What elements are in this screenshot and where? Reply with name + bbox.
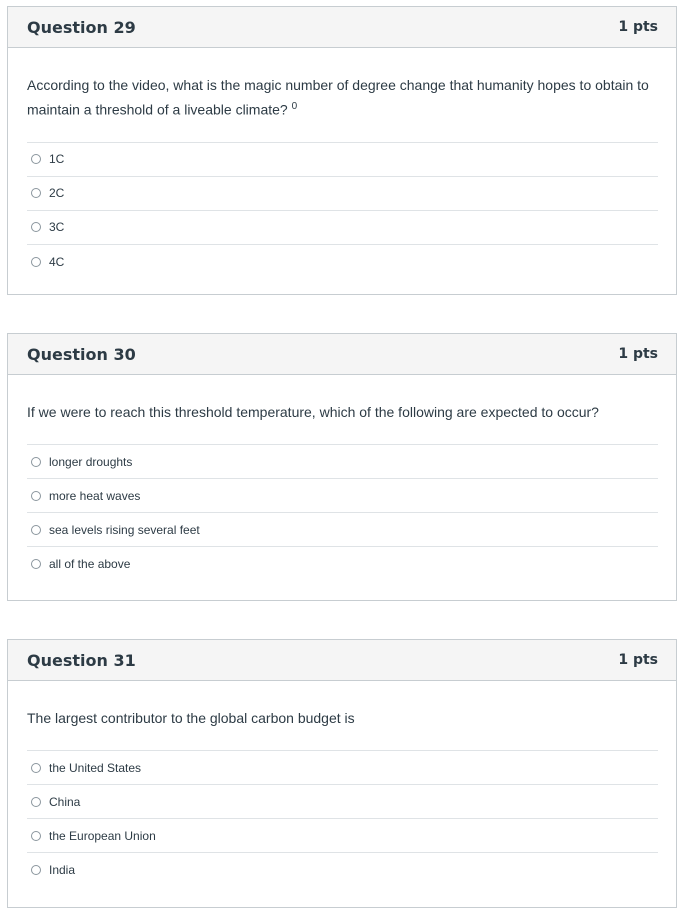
question-points: 1 pts — [618, 19, 658, 35]
radio-button[interactable] — [31, 797, 41, 807]
answer-list — [27, 750, 658, 887]
radio-button[interactable] — [31, 491, 41, 501]
question-29 — [7, 6, 677, 295]
question-header — [8, 334, 676, 375]
answer-label: more heat waves — [49, 488, 141, 503]
answer-label: India — [49, 863, 76, 877]
answer-option[interactable] — [27, 177, 658, 211]
question-title: Question 29 — [27, 17, 136, 37]
question-body — [8, 375, 676, 581]
answer-label: 2C — [49, 186, 65, 201]
answer-option[interactable] — [27, 479, 658, 513]
answer-option[interactable] — [27, 547, 658, 581]
question-text-content: According to the video, what is the magic number of degree change that humanity hopes to obtain to maintain a threshold of a liveable climate? — [27, 77, 649, 118]
answer-label: sea levels rising several feet — [49, 522, 200, 537]
answer-option[interactable] — [27, 751, 658, 785]
question-body — [8, 681, 676, 887]
answer-option[interactable] — [27, 853, 658, 887]
question-text: If we were to reach this threshold temperature, which of the following are expected to occur? — [27, 404, 599, 420]
question-31 — [7, 639, 677, 908]
question-title: Question 30 — [27, 344, 136, 364]
question-30 — [7, 333, 677, 601]
answer-label: 4C — [49, 254, 65, 269]
answer-option[interactable] — [27, 513, 658, 547]
question-text: The largest contributor to the global carbon budget is — [27, 710, 355, 726]
answer-label: all of the above — [49, 557, 131, 571]
answer-option[interactable] — [27, 819, 658, 853]
radio-button[interactable] — [31, 763, 41, 773]
question-body — [8, 48, 676, 279]
answer-label: longer droughts — [49, 454, 133, 469]
radio-button[interactable] — [31, 188, 41, 198]
radio-button[interactable] — [31, 222, 41, 232]
question-points: 1 pts — [618, 346, 658, 362]
answer-label: 3C — [49, 220, 65, 235]
answer-label: the United States — [49, 760, 142, 775]
radio-button[interactable] — [31, 865, 41, 875]
answer-list — [27, 444, 658, 581]
answer-option[interactable] — [27, 245, 658, 279]
answer-label: China — [49, 794, 81, 809]
radio-button[interactable] — [31, 559, 41, 569]
question-points: 1 pts — [618, 652, 658, 668]
question-text-superscript: 0 — [291, 101, 298, 112]
radio-button[interactable] — [31, 525, 41, 535]
question-title: Question 31 — [27, 650, 136, 670]
radio-button[interactable] — [31, 457, 41, 467]
radio-button[interactable] — [31, 831, 41, 841]
question-header — [8, 640, 676, 681]
question-text — [27, 48, 658, 142]
answer-option[interactable] — [27, 143, 658, 177]
answer-list — [27, 142, 658, 279]
answer-option[interactable] — [27, 211, 658, 245]
answer-option[interactable] — [27, 445, 658, 479]
radio-button[interactable] — [31, 154, 41, 164]
answer-option[interactable] — [27, 785, 658, 819]
radio-button[interactable] — [31, 257, 41, 267]
question-header — [8, 7, 676, 48]
answer-label: the European Union — [49, 828, 156, 843]
answer-label: 1C — [49, 152, 65, 167]
